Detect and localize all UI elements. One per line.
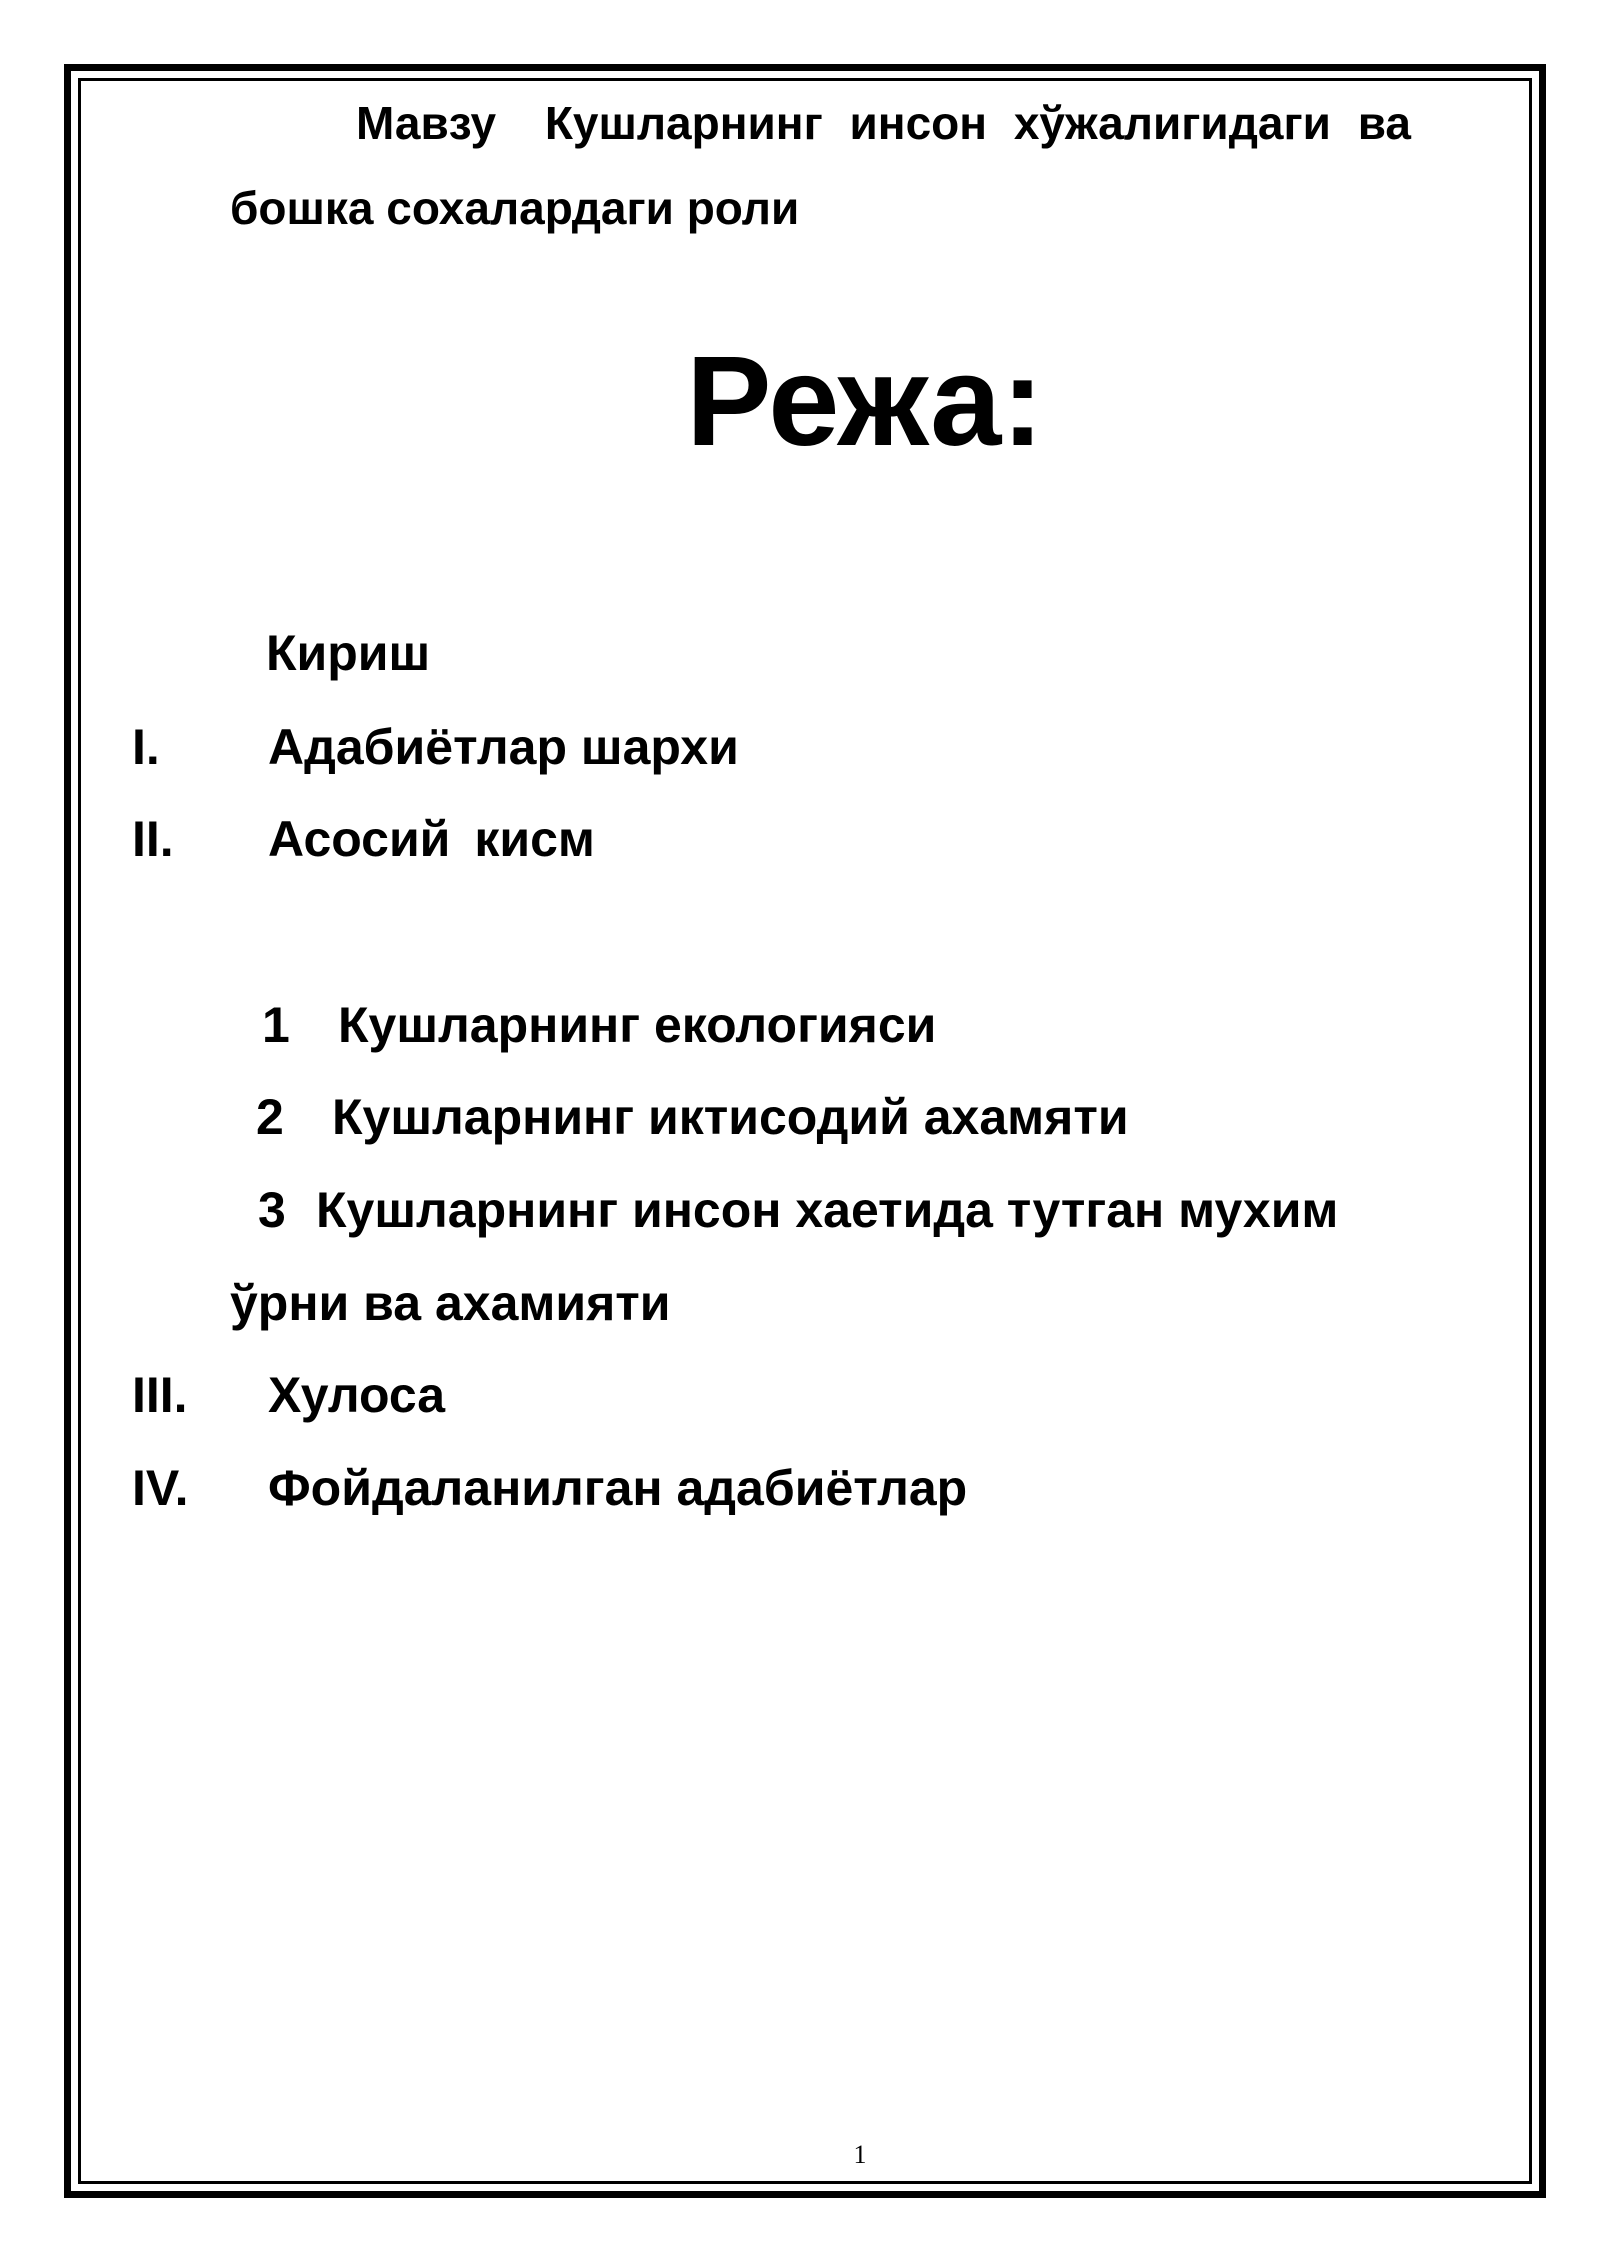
page-number: 1	[853, 2140, 867, 2169]
toc-section-4	[132, 1460, 189, 1516]
toc-section-numeral: I.	[132, 719, 160, 775]
toc-section-numeral: IV.	[132, 1460, 189, 1516]
subsection-3-title: Кушларнинг инсон хаетида тутган мухим	[316, 1182, 1339, 1238]
toc-section-2	[132, 811, 174, 867]
toc-section-1-title: Адабиётлар шархи	[268, 719, 739, 775]
plan-heading: Режа:	[686, 330, 1044, 473]
subsection-1-title: Кушларнинг екологияси	[338, 997, 937, 1053]
topic-title-line2: бошка сохалардаги роли	[230, 182, 800, 234]
subsection-2-title: Кушларнинг иктисодий ахамяти	[332, 1089, 1129, 1145]
subsection-2-number: 2	[256, 1089, 284, 1145]
toc-intro: Кириш	[266, 625, 431, 681]
subsection-1-number: 1	[262, 997, 290, 1053]
toc-section-numeral: III.	[132, 1367, 188, 1423]
toc-section-1	[132, 719, 160, 775]
toc-section-3-title: Хулоса	[268, 1367, 446, 1423]
topic-line	[356, 97, 1466, 149]
topic-title-line1: Кушларнинг инсон хўжалигидаги ва	[544, 97, 1411, 149]
topic-label: Мавзу	[356, 97, 497, 149]
toc-section-4-title: Фойдаланилган адабиётлар	[268, 1460, 968, 1516]
toc-section-3	[132, 1367, 188, 1423]
toc-section-numeral: II.	[132, 811, 174, 867]
subsection-3-title-continued: ўрни ва ахамияти	[230, 1275, 671, 1331]
toc-section-2-title: Асосий кисм	[268, 811, 595, 867]
subsection-3-number: 3	[258, 1182, 286, 1238]
